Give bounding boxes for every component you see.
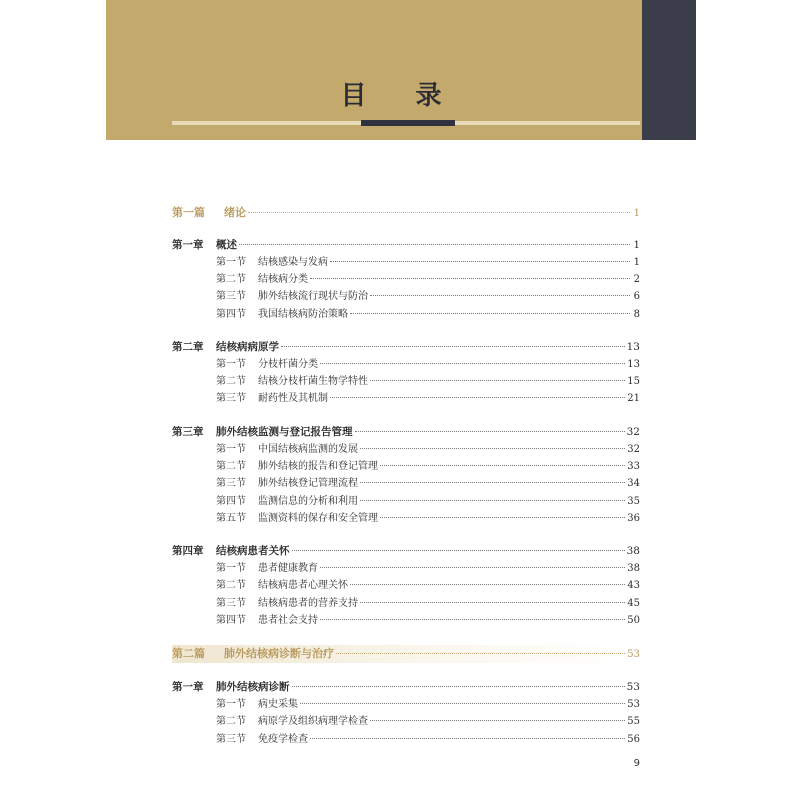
toc-section-number: 第三节 — [216, 291, 246, 302]
toc-section-title: 病史采集 — [258, 699, 298, 710]
toc-dot-leader — [239, 244, 630, 245]
toc-dot-leader — [336, 653, 625, 654]
toc-section-number: 第二节 — [216, 274, 246, 285]
toc-dot-leader — [310, 278, 630, 279]
toc-page-number: 34 — [627, 478, 640, 489]
toc-section-number: 第一节 — [216, 257, 246, 268]
toc-page-number: 15 — [627, 376, 640, 387]
toc-page-number: 2 — [633, 274, 640, 285]
toc-page-number: 38 — [626, 545, 640, 557]
toc-dot-leader — [360, 500, 625, 501]
toc-section-row[interactable] — [172, 373, 640, 391]
toc-section-title: 患者社会支持 — [258, 615, 318, 626]
toc-section-number: 第二节 — [216, 461, 246, 472]
toc-section-number: 第一节 — [216, 444, 246, 455]
toc-section-title: 分枝杆菌分类 — [258, 359, 318, 370]
header-band — [106, 0, 696, 140]
toc-section-row[interactable] — [172, 271, 640, 289]
toc-part-row[interactable] — [172, 204, 640, 222]
toc-page-number: 53 — [626, 681, 640, 693]
toc-dot-leader — [300, 703, 625, 704]
toc-section-number: 第一节 — [216, 359, 246, 370]
toc-section-number: 第二节 — [216, 580, 246, 591]
toc-section-number: 第四节 — [216, 496, 246, 507]
toc-page-number: 32 — [627, 444, 640, 455]
toc-section-row[interactable] — [172, 441, 640, 459]
toc-section-number: 第五节 — [216, 513, 246, 524]
toc-section-number: 第四节 — [216, 615, 246, 626]
toc-page-number: 50 — [627, 615, 640, 626]
toc-dot-leader — [370, 720, 625, 721]
toc-dot-leader — [370, 295, 630, 296]
page-title: 目 录 — [340, 81, 462, 111]
toc-section-row[interactable] — [172, 577, 640, 595]
toc-section-row[interactable] — [172, 510, 640, 528]
toc-chapter-title: 肺外结核监测与登记报告管理 — [216, 426, 353, 438]
toc-page-number: 8 — [633, 309, 640, 320]
toc-dot-leader — [380, 517, 625, 518]
toc-dot-leader — [330, 261, 630, 262]
toc-dot-leader — [380, 465, 625, 466]
toc-dot-leader — [310, 738, 625, 739]
toc-page-number: 45 — [627, 598, 640, 609]
toc-page-number: 38 — [627, 563, 640, 574]
toc-dot-leader — [360, 602, 625, 603]
toc-section-row[interactable] — [172, 612, 640, 630]
toc-page-number: 21 — [627, 393, 640, 404]
toc-section-row[interactable] — [172, 475, 640, 493]
toc-section-title: 结核病患者心理关怀 — [258, 580, 348, 591]
toc-section-title: 肺外结核登记管理流程 — [258, 478, 358, 489]
toc-chapter-row[interactable] — [172, 678, 640, 696]
toc-section-row[interactable] — [172, 713, 640, 731]
toc-page-number: 6 — [633, 291, 640, 302]
toc-chapter-row[interactable] — [172, 236, 640, 254]
toc-section-number: 第三节 — [216, 598, 246, 609]
toc-section-title: 结核分枝杆菌生物学特性 — [258, 376, 368, 387]
toc-dot-leader — [360, 448, 625, 449]
toc-section-title: 肺外结核的报告和登记管理 — [258, 461, 378, 472]
toc-section-title: 结核病分类 — [258, 274, 308, 285]
toc-page-number: 13 — [627, 359, 640, 370]
toc-part-row[interactable] — [172, 645, 640, 663]
toc-dot-leader — [292, 550, 625, 551]
toc-dot-leader — [370, 380, 625, 381]
toc-section-row[interactable] — [172, 288, 640, 306]
toc-chapter-number: 第四章 — [172, 545, 204, 557]
toc-section-title: 我国结核病防治策略 — [258, 309, 348, 320]
toc-chapter-number: 第一章 — [172, 239, 204, 251]
toc-chapter-number: 第一章 — [172, 681, 204, 693]
toc-section-row[interactable] — [172, 356, 640, 374]
toc-chapter-number: 第三章 — [172, 426, 204, 438]
toc-dot-leader — [281, 346, 625, 347]
toc-page-number: 56 — [627, 734, 640, 745]
toc-section-number: 第三节 — [216, 393, 246, 404]
toc-page-number: 53 — [627, 699, 640, 710]
header-rule-accent — [361, 120, 455, 126]
toc-part-number: 第一篇 — [172, 206, 205, 219]
toc-part-number: 第二篇 — [172, 647, 205, 660]
toc-section-title: 监测信息的分析和利用 — [258, 496, 358, 507]
toc-page-number: 33 — [627, 461, 640, 472]
toc-section-title: 病原学及组织病理学检查 — [258, 716, 368, 727]
toc-section-row[interactable] — [172, 458, 640, 476]
toc-chapter-row[interactable] — [172, 423, 640, 441]
toc-dot-leader — [350, 313, 630, 314]
toc-section-number: 第一节 — [216, 563, 246, 574]
toc-section-row[interactable] — [172, 595, 640, 613]
toc-page-number: 1 — [633, 208, 640, 219]
toc-chapter-row[interactable] — [172, 542, 640, 560]
toc-dot-leader — [355, 431, 625, 432]
toc-dot-leader — [292, 686, 625, 687]
toc-section-number: 第二节 — [216, 716, 246, 727]
toc-section-number: 第四节 — [216, 309, 246, 320]
toc-page-number: 43 — [627, 580, 640, 591]
toc-dot-leader — [320, 363, 625, 364]
toc-part-title: 绪论 — [224, 206, 246, 219]
toc-chapter-title: 概述 — [216, 239, 237, 251]
toc-section-title: 免疫学检查 — [258, 734, 308, 745]
toc-page-number: 53 — [627, 649, 640, 660]
toc-section-row[interactable] — [172, 731, 640, 749]
toc-page-number: 1 — [633, 239, 640, 251]
toc-page-number: 55 — [627, 716, 640, 727]
toc-section-row[interactable] — [172, 493, 640, 511]
toc-dot-leader — [320, 619, 625, 620]
toc-section-title: 中国结核病监测的发展 — [258, 444, 358, 455]
toc-page-number: 35 — [627, 496, 640, 507]
toc-section-row[interactable] — [172, 696, 640, 714]
toc-page-number: 32 — [626, 426, 640, 438]
toc-dot-leader — [330, 397, 625, 398]
toc-part-title: 肺外结核病诊断与治疗 — [224, 647, 334, 660]
toc-section-number: 第三节 — [216, 478, 246, 489]
toc-section-title: 监测资料的保存和安全管理 — [258, 513, 378, 524]
toc-section-row[interactable] — [172, 560, 640, 578]
toc-chapter-row[interactable] — [172, 338, 640, 356]
toc-section-title: 肺外结核流行现状与防治 — [258, 291, 368, 302]
toc-dot-leader — [350, 584, 625, 585]
toc-section-title: 结核感染与发病 — [258, 257, 328, 268]
toc-dot-leader — [360, 482, 625, 483]
toc-section-row[interactable] — [172, 254, 640, 272]
toc-chapter-title: 肺外结核病诊断 — [216, 681, 290, 693]
toc-section-title: 结核病患者的营养支持 — [258, 598, 358, 609]
toc-chapter-title: 结核病患者关怀 — [216, 545, 290, 557]
toc-section-number: 第二节 — [216, 376, 246, 387]
toc-section-row[interactable] — [172, 390, 640, 408]
toc-section-row[interactable] — [172, 306, 640, 324]
page-number: 9 — [633, 758, 640, 769]
toc-page-number: 36 — [627, 513, 640, 524]
toc-dot-leader — [320, 567, 625, 568]
toc-dot-leader — [248, 212, 630, 213]
toc-chapter-title: 结核病病原学 — [216, 341, 279, 353]
toc-section-number: 第一节 — [216, 699, 246, 710]
toc-section-number: 第三节 — [216, 734, 246, 745]
book-page — [106, 0, 696, 800]
toc-page-number: 1 — [633, 257, 640, 268]
toc-section-title: 耐药性及其机制 — [258, 393, 328, 404]
header-dark-block — [642, 0, 696, 140]
toc-section-title: 患者健康教育 — [258, 563, 318, 574]
toc-page-number: 13 — [626, 341, 640, 353]
toc-chapter-number: 第二章 — [172, 341, 204, 353]
